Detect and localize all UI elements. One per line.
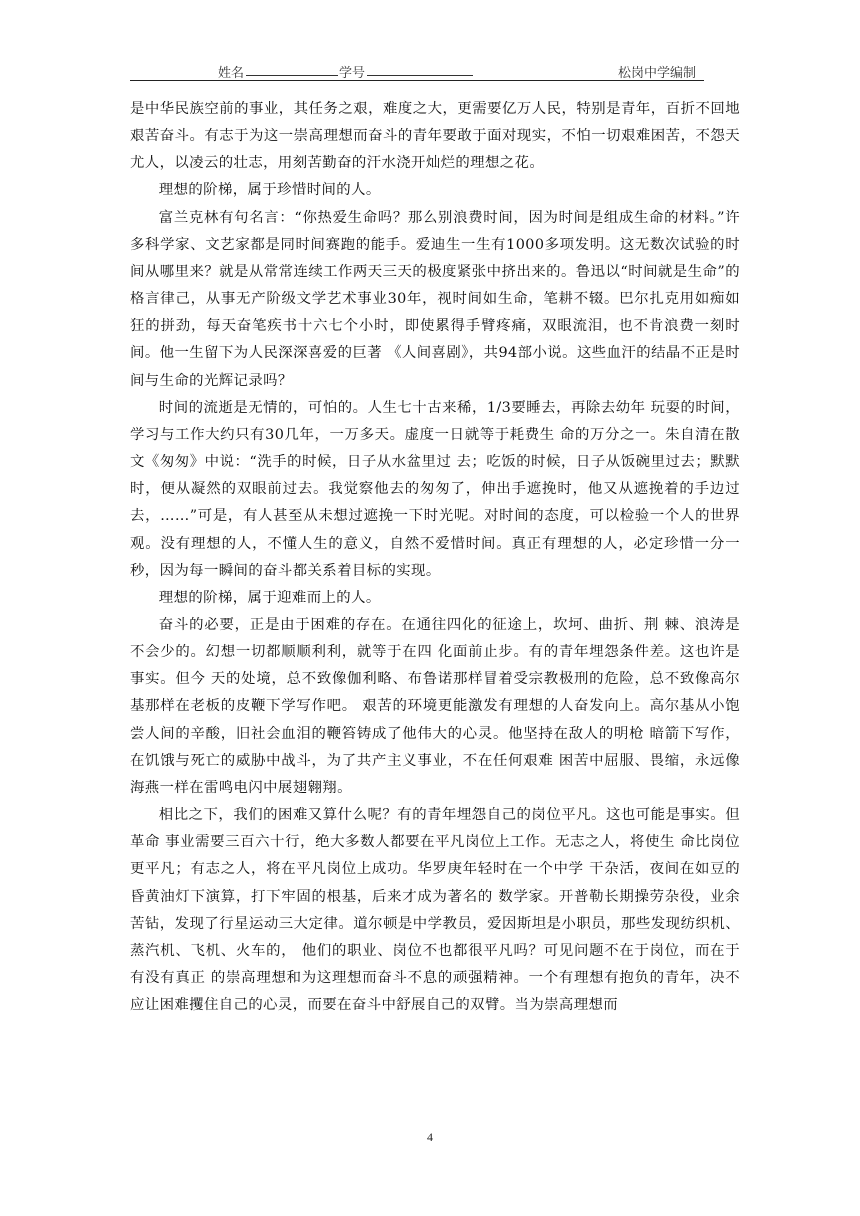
section-heading-time: 理想的阶梯，属于珍惜时间的人。 [158, 182, 381, 199]
paragraph: 相比之下，我们的困难又算什么呢？有的青年埋怨自己的岗位平凡。这也可能是事实。但革命 事业需要三百六十行，绝大多数人都要在平凡岗位上工作。无志之人，将使生 命比岗位更平凡；有志之人，将在平凡岗位上成功。华罗庚年轻时在一个中学 干杂活，夜间在如豆的昏黄油灯下演算，打下牢固的根基，后来才成为著名的 数学家。开普勒长期操劳杂役，业余苦钻，发现了行星运动三大定律。道尔顿是中学教员，爱因斯坦是小职员，那些发现纺织机、蒸汽机、飞机、火车的， 他们的职业、岗位不也都很平凡吗？可见问题不在于岗位，而在于有没有真正 的崇高理想和为这理想而奋斗不息的顽强精神。一个有理想有抱负的青年，决不应让困难攫住自己的心灵，而要在奋斗中舒展自己的双臂。当为崇高理想而 [130, 807, 740, 1014]
name-label: 姓名 [218, 66, 245, 81]
paragraph: 是中华民族空前的事业，其任务之艰，难度之大，更需要亿万人民，特别是青年，百折不回地艰苦奋斗。有志于为这一崇高理想而奋斗的青年要敢于面对现实，不怕一切艰难困苦，不怨天尤人，以凌云的壮志，用刻苦勤奋的汗水浇开灿烂的理想之花。 [130, 101, 740, 172]
name-blank-line [246, 75, 338, 76]
paragraph: 富兰克林有句名言：“你热爱生命吗？那么别浪费时间，因为时间是组成生命的材料。”许多科学家、文艺家都是同时间赛跑的能手。爱迪生一生有1000多项发明。这无数次试验的时间从哪里来？就是从常常连续工作两天三天的极度紧张中挤出来的。鲁迅以“时间就是生命”的格言律己，从事无产阶级文学艺术事业30年，视时间如生命，笔耕不辍。巴尔扎克用如痴如狂的拼劲，每天奋笔疾书十六七个小时，即使累得手臂疼痛，双眼流泪，也不肯浪费一刻时间。他一生留下为人民深深喜爱的巨著 《人间喜剧》，共94部小说。这些血汗的结晶不正是时间与生命的光辉记录吗？ [130, 209, 740, 389]
school-name: 松岗中学编制 [617, 66, 696, 81]
page-number: 4 [427, 1130, 433, 1144]
paragraph: 奋斗的必要，正是由于困难的存在。在通往四化的征途上，坎坷、曲折、荆 棘、浪涛是不会少的。幻想一切都顺顺利利，就等于在四 化面前止步。有的青年埋怨条件差。这也许是事实。但今 天的处境，总不致像伽利略、布鲁诺那样冒着受宗教极刑的危险，总不致像高尔基那样在老板的皮鞭下学写作吧。 艰苦的环境更能激发有理想的人奋发向上。高尔基从小饱 尝人间的辛酸，旧社会血泪的鞭笞铸成了他伟大的心灵。他坚持在敌人的明枪 暗箭下写作，在饥饿与死亡的威胁中战斗，为了共产主义事业，不在任何艰难 困苦中屈服、畏缩，永远像海燕一样在雷鸣电闪中展翅翱翔。 [130, 616, 740, 796]
page-header [130, 58, 704, 81]
section-heading-difficulty: 理想的阶梯，属于迎难而上的人。 [158, 589, 381, 606]
student-id-blank-line [367, 75, 473, 76]
student-id-label: 学号 [339, 66, 366, 81]
document-body [130, 96, 740, 1019]
paragraph: 时间的流逝是无情的，可怕的。人生七十古来稀，1/3要睡去，再除去幼年 玩耍的时间，学习与工作大约只有30几年，一万多天。虚度一日就等于耗费生 命的万分之一。朱自清在散文《匆匆》中说：“洗手的时候，日子从水盆里过 去；吃饭的时候，日子从饭碗里过去；默默时，便从凝然的双眼前过去。我觉察他去的匆匆了，伸出手遮挽时，他又从遮挽着的手边过去，……”可是，有人甚至从未想过遮挽一下时光呢。对时间的态度，可以检验一个人的世界观。没有理想的人，不懂人生的意义，自然不爱惜时间。真正有理想的人，必定珍惜一分一秒，因为每一瞬间的奋斗都关系着目标的实现。 [130, 399, 740, 579]
